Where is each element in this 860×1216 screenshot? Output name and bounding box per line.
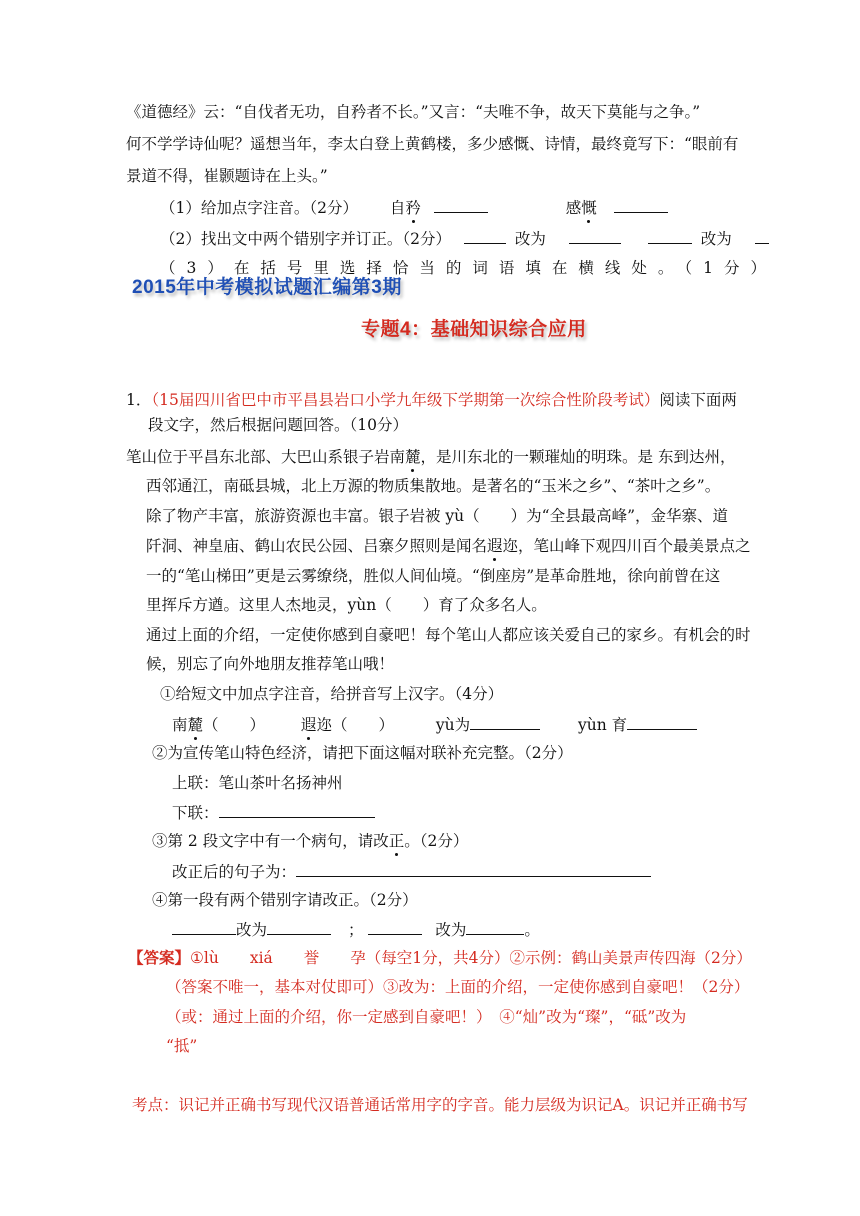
couplet-upper: 上联：笔山茶叶名扬神州 (172, 774, 343, 792)
passage-line: 通过上面的介绍，一定使你感到自豪吧！每个笔山人都应该关爱自己的家乡。有机会的时 (146, 626, 751, 644)
change-label: 改为 (700, 230, 732, 248)
answer-label: 【答案】 (128, 948, 191, 967)
question-text: （1）给加点字注音。（2分） (160, 199, 358, 217)
source-text: （15届四川省巴中市平昌县岩口小学九年级下学期第一次综合性阶段考试） (151, 391, 660, 409)
dotted-char: 遐 (487, 537, 503, 555)
blank (219, 801, 375, 818)
couplet-lower: 下联： (172, 801, 375, 824)
blank (464, 227, 506, 244)
sub-question-1-blanks: 南麓（ ） 遐迩（ ） yù为 yùn 育 (172, 713, 697, 736)
blank (614, 196, 668, 213)
blank (296, 860, 651, 877)
intro-text: 阅读下面两 (659, 391, 737, 409)
text-line: 景道不得，崔颢题诗在上头。” (126, 167, 328, 185)
blank (648, 227, 692, 244)
answer-line: （答案不唯一，基本对仗即可）③改为：上面的介绍，一定使你感到自豪吧！（2分） (166, 978, 750, 996)
item-number: 1． (126, 391, 152, 409)
text-line: 《道德经》云：“自伐者无功，自矜者不长。”又言：“夫唯不争，故天下莫能与之争。” (126, 103, 701, 121)
dotted-word: 自矜 (389, 199, 421, 217)
blank (470, 713, 540, 730)
passage-line: 阡洞、神皇庙、鹤山农民公园、吕寨夕照则是闻名遐迩，笔山峰下观四川百个最美景点之 (146, 537, 751, 555)
text-line: 何不学学诗仙呢？遥想当年，李太白登上黄鹤楼，多少感慨、诗情，最终竟写下：“眼前有 (126, 135, 739, 153)
sub-question-4: ④第一段有两个错别字请改正。（2分） (152, 891, 418, 909)
passage-line: 一的“笔山梯田”更是云雾缭绕，胜似人间仙境。“倒座房”是革命胜地，徐向前曾在这 (146, 567, 721, 585)
banner-subtitle: 专题4：基础知识综合应用 (361, 319, 587, 340)
intro-line: 段文字，然后根据问题回答。（10分） (148, 416, 408, 434)
kaodian-line: 考点：识记并正确书写现代汉语普通话常用字的字音。能力层级为识记A。识记并正确书写 (132, 1096, 748, 1114)
passage-line: 候，别忘了向外地朋友推荐笔山哦！ (146, 655, 395, 673)
passage-line: 西邻通江，南砥县城，北上万源的物质集散地。是著名的“玉米之乡”、“茶叶之乡”。 (146, 477, 721, 495)
dotted-char: 麓 (405, 448, 421, 466)
blank (368, 918, 422, 935)
passage-line: 里挥斥方遒。这里人杰地灵，yùn（ ）育了众多名人。 (146, 596, 547, 614)
blank (172, 918, 236, 935)
passage-line: 除了物产丰富，旅游资源也丰富。银子岩被 yù（ ）为“全县最高峰”，金华寨、道 (146, 507, 729, 525)
blank (627, 713, 697, 730)
answer-line: （或：通过上面的介绍，你一定感到自豪吧！） ④“灿”改为“璨”，“砥”改为 (166, 1008, 687, 1026)
question-1 (160, 196, 668, 219)
sub-question-3: ③第 2 段文字中有一个病句，请改正。（2分） (152, 832, 469, 850)
change-label: 改为 (514, 230, 546, 248)
question-2 (160, 227, 769, 250)
banner-title: 2015年中考模拟试题汇编第3期 (132, 277, 402, 298)
sub-question-3-answer: 改正后的句子为： (172, 860, 651, 883)
item-heading (126, 389, 737, 411)
sub-question-2: ②为宣传笔山特色经济，请把下面这幅对联补充完整。（2分） (152, 744, 573, 762)
question-3: （3）在括号里选择恰当的词语填在横线处。（1分） (160, 259, 777, 277)
blank (267, 918, 331, 935)
blank (434, 196, 488, 213)
passage-line: 笔山位于平昌东北部、大巴山系银子岩南麓，是川东北的一颗璀灿的明珠。是 东到达州， (126, 448, 736, 466)
blank (569, 227, 621, 244)
question-text: （2）找出文中两个错别字并订正。（2分） (160, 230, 451, 248)
blank (755, 227, 769, 244)
answer-line: 【答案】①lù xiá 誉 孕（每空1分，共4分）②示例：鹤山美景声传四海（2分） (128, 948, 752, 967)
sub-question-4-blanks: 改为 ； 改为 。 (172, 918, 540, 941)
blank (466, 918, 524, 935)
dotted-word: 感慨 (565, 199, 597, 217)
answer-line: “抵” (166, 1037, 198, 1055)
sub-question-1: ①给短文中加点字注音，给拼音写上汉字。（4分） (160, 685, 504, 703)
